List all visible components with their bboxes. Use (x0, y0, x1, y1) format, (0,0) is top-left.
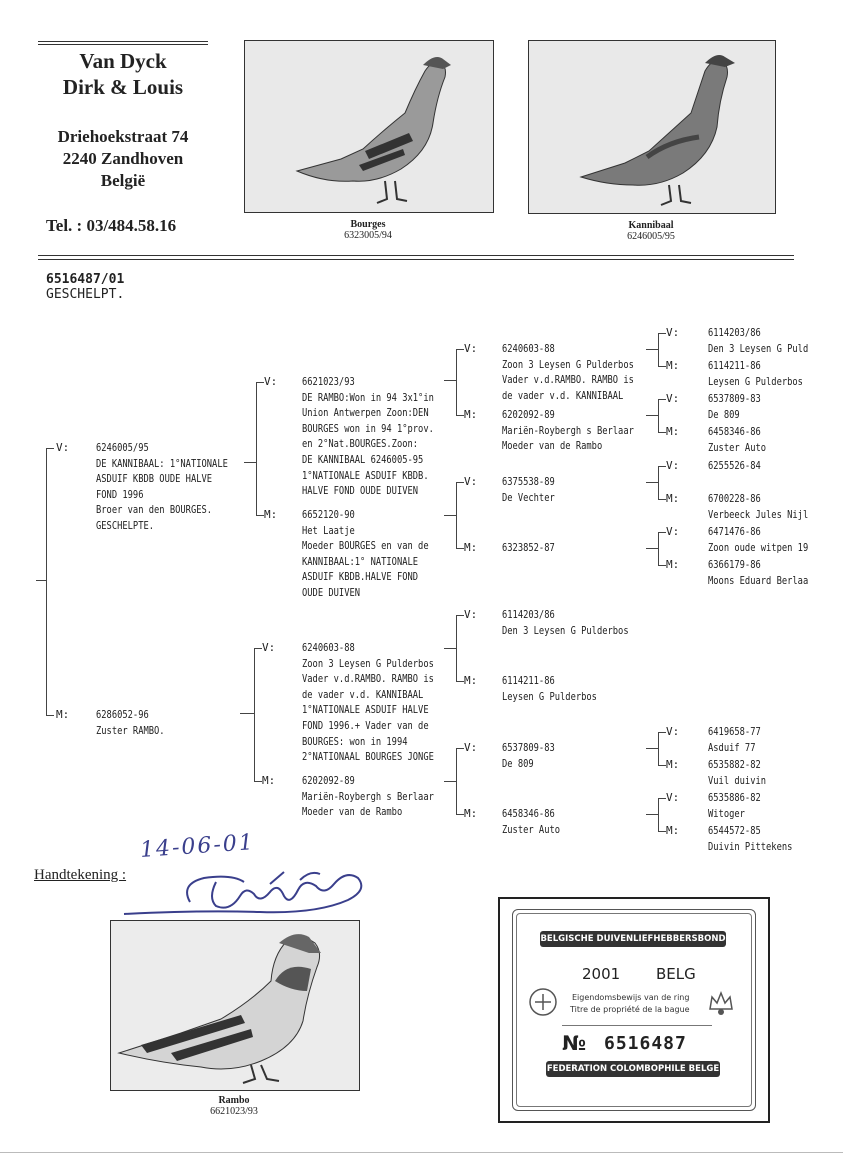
breeder-phone: Tel. : 03/484.58.16 (46, 216, 177, 235)
g6-text: 6700228-86 Verbeeck Jules Nijl (708, 494, 809, 521)
certificate-org-fr: FEDERATION COLOMBOPHILE BELGE (546, 1061, 720, 1077)
g2-label: M: (666, 359, 680, 372)
g7-text: 6471476-86 Zoon oude witpen 19 (708, 527, 809, 554)
sss-label: V: (464, 342, 478, 355)
dss-text: 6114203/86 Den 3 Leysen G Pulderbos (502, 610, 629, 637)
certificate-line2: Titre de propriété de la bague (570, 1005, 690, 1014)
g3-text: 6537809-83 De 809 (708, 394, 761, 421)
g16-label: M: (666, 824, 680, 837)
sire-text: 6246005/95 DE KANNIBAAL: 1°NATIONALE ASDUIF KBDB OUDE HALVE FOND 1996 Broer van den BOURGES. GESCHELPTE. (96, 443, 228, 532)
ddd-text: 6458346-86 Zuster Auto (502, 809, 561, 836)
sds-text: 6375538-89 De Vechter (502, 477, 555, 504)
dsd-text: 6114211-86 Leysen G Pulderbos (502, 676, 597, 703)
g14-text: 6535882-82 Vuil duivin (708, 760, 767, 787)
g4-label: M: (666, 425, 680, 438)
handwritten-signature (120, 856, 380, 920)
g5-text: 6255526-84 (708, 461, 761, 472)
g1-text: 6114203/86 Den 3 Leysen G Puld (708, 328, 809, 355)
pigeon-photo-kannibaal (528, 40, 776, 214)
address-country: België (100, 171, 146, 190)
certificate-year: 2001 (582, 965, 621, 983)
address-street: Driehoekstraat 74 (57, 127, 189, 146)
g15-label: V: (666, 791, 680, 804)
g4-text: 6458346-86 Zuster Auto (708, 427, 767, 454)
breeder-name (38, 48, 208, 100)
ssd-label: M: (464, 408, 478, 421)
g5-label: V: (666, 459, 680, 472)
g16-text: 6544572-85 Duivin Pittekens (708, 826, 793, 853)
certificate-number-prefix: № (562, 1031, 587, 1055)
g14-label: M: (666, 758, 680, 771)
ds-label: V: (262, 641, 276, 654)
breeder-address (38, 126, 208, 192)
bird-color: GESCHELPT. (46, 287, 125, 302)
photo-caption-ring: 6246005/95 (627, 231, 675, 242)
certificate-country: BELG (656, 965, 696, 983)
g2-text: 6114211-86 Leysen G Pulderbos (708, 361, 803, 388)
ss-label: V: (264, 375, 278, 388)
photo-caption-ring: 6621023/93 (210, 1106, 258, 1117)
photo-caption-ring: 6323005/94 (344, 230, 392, 241)
bird-ring: 6516487/01 (46, 272, 125, 287)
photo-caption-name: Bourges (350, 219, 386, 230)
dds-label: V: (464, 741, 478, 754)
crown-icon (704, 985, 738, 1023)
dd-label: M: (262, 774, 276, 787)
dsd-label: M: (464, 674, 478, 687)
breeder-name-line1: Van Dyck (79, 49, 167, 73)
sdd-label: M: (464, 541, 478, 554)
certificate-line1: Eigendomsbewijs van de ring (572, 993, 690, 1002)
g1-label: V: (666, 326, 680, 339)
g6-label: M: (666, 492, 680, 505)
pigeon-illustration (111, 921, 359, 1090)
sss-text: 6240603-88 Zoon 3 Leysen G Pulderbos Vader v.d.RAMBO. RAMBO is de vader v.d. KANNIBAAL (502, 344, 634, 402)
dds-text: 6537809-83 De 809 (502, 743, 555, 770)
pigeon-photo-bourges (244, 40, 494, 213)
pigeon-illustration (529, 41, 775, 213)
ddd-label: M: (464, 807, 478, 820)
dd-text: 6202092-89 Mariën-Roybergh s Berlaar Moeder van de Rambo (302, 776, 434, 819)
g13-text: 6419658-77 Asduif 77 (708, 727, 761, 754)
address-city: 2240 Zandhoven (62, 149, 184, 168)
dam-text: 6286052-96 Zuster RAMBO. (96, 710, 165, 737)
ss-text: 6621023/93 DE RAMBO:Won in 94 3x1°in Union Antwerpen Zoon:DEN BOURGES won in 94 1°prov. en 2°Nat.BOURGES.Zoon: DE KANNIBAAL 6246005-95 1°NATIONALE ASDUIF KBDB. HALVE FOND OUDE DUIVEN (302, 377, 434, 498)
photo-caption-name: Rambo (218, 1095, 250, 1106)
certificate-number: 6516487 (604, 1033, 687, 1054)
dam-label: M: (56, 708, 70, 721)
signature-label: Handtekening : (34, 867, 127, 883)
sds-label: V: (464, 475, 478, 488)
g13-label: V: (666, 725, 680, 738)
g7-label: V: (666, 525, 680, 538)
pigeon-illustration (245, 41, 493, 212)
sd-text: 6652120-90 Het Laatje Moeder BOURGES en van de KANNIBAAL:1° NATIONALE ASDUIF KBDB.HALVE FOND OUDE DUIVEN (302, 510, 429, 599)
pigeon-photo-rambo (110, 920, 360, 1091)
signature-date: 14-06-01 (139, 830, 256, 863)
certificate-org-nl: BELGISCHE DUIVENLIEFHEBBERSBOND (540, 931, 726, 947)
breeder-name-line2: Dirk & Louis (62, 75, 184, 99)
g3-label: V: (666, 392, 680, 405)
ssd-text: 6202092-89 Mariën-Roybergh s Berlaar Moeder van de Rambo (502, 410, 634, 453)
g8-text: 6366179-86 Moons Eduard Berlaa (708, 560, 809, 587)
ring-certificate (498, 897, 770, 1123)
photo-caption-name: Kannibaal (628, 220, 674, 231)
crest-icon (526, 985, 560, 1023)
sd-label: M: (264, 508, 278, 521)
g15-text: 6535886-82 Witoger (708, 793, 761, 820)
sdd-text: 6323852-87 (502, 543, 555, 554)
ds-text: 6240603-88 Zoon 3 Leysen G Pulderbos Vader v.d.RAMBO. RAMBO is de vader v.d. KANNIBAAL 1°NATIONALE ASDUIF HALVE FOND 1996.+ Vader van de BOURGES: won in 1994 2°NATIONAAL BOURGES JONGE (302, 643, 434, 764)
sire-label: V: (56, 441, 70, 454)
g8-label: M: (666, 558, 680, 571)
dss-label: V: (464, 608, 478, 621)
